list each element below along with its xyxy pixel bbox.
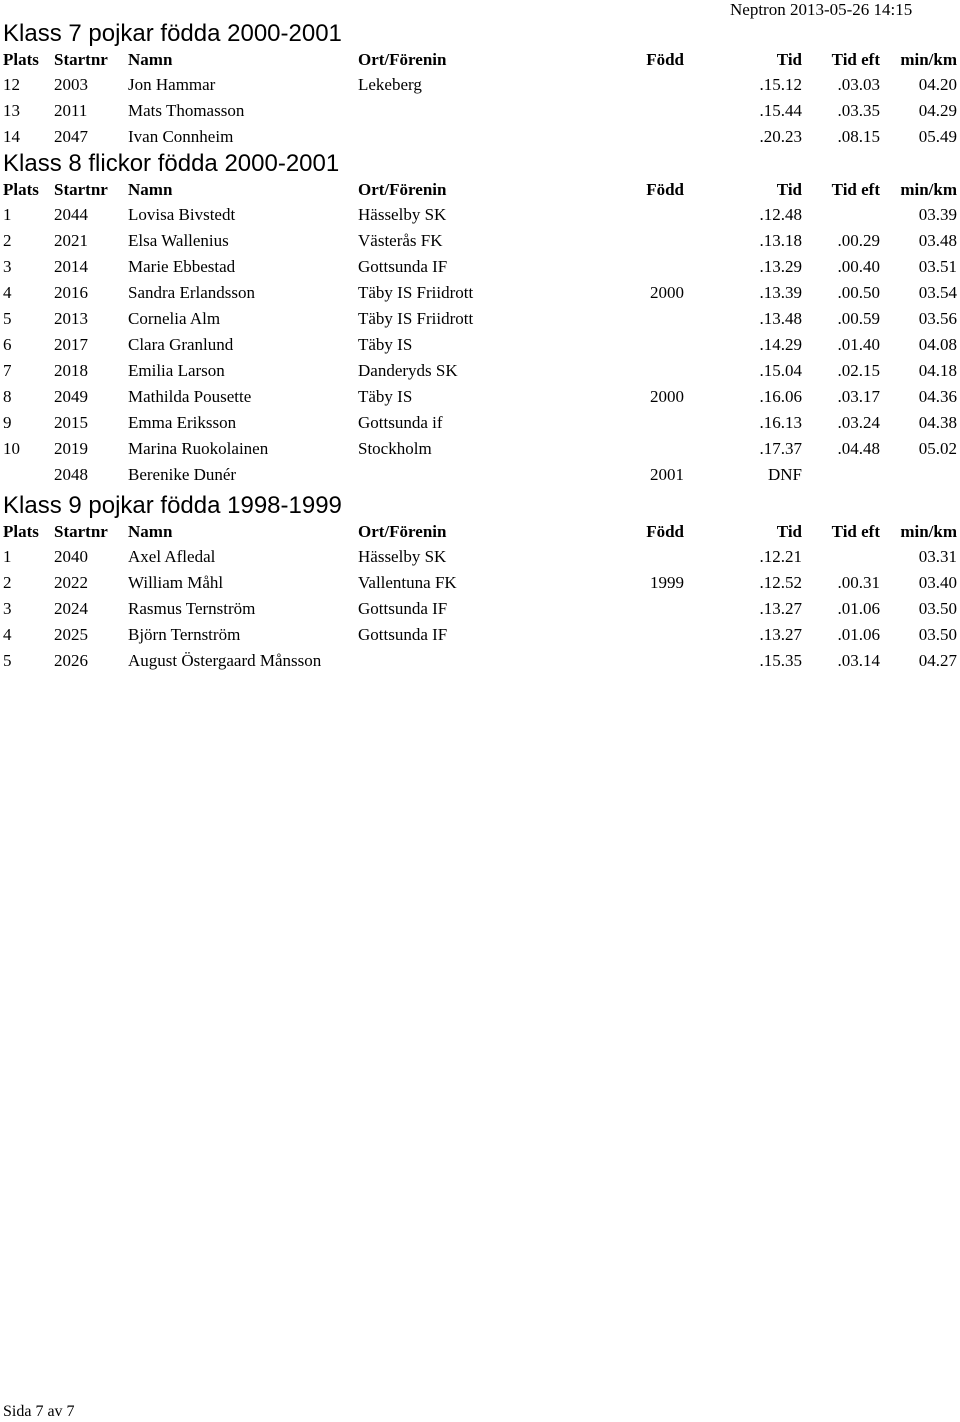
- cell-tid: .12.48: [759, 205, 802, 224]
- cell-startnr: 2047: [54, 127, 88, 146]
- cell-ort: Västerås FK: [358, 231, 443, 250]
- table-row: [0, 410, 960, 436]
- cell-tid: .15.12: [759, 75, 802, 94]
- cell-fodd: 2001: [650, 465, 684, 484]
- cell-tid-eft: .02.15: [837, 361, 880, 380]
- col-tid: Tid: [776, 50, 802, 69]
- table-row: [0, 332, 960, 358]
- cell-tid-eft: .00.59: [837, 309, 880, 328]
- cell-tid-eft: .01.06: [837, 599, 880, 618]
- cell-tid-eft: .00.29: [837, 231, 880, 250]
- cell-tid: .15.35: [759, 651, 802, 670]
- cell-tid-eft: .00.50: [837, 283, 880, 302]
- cell-plats: 3: [3, 257, 12, 276]
- cell-fodd: 2000: [650, 387, 684, 406]
- cell-startnr: 2040: [54, 547, 88, 566]
- cell-namn: Lovisa Bivstedt: [128, 205, 236, 224]
- cell-namn: August Östergaard Månsson: [128, 651, 322, 670]
- col-namn: Namn: [128, 180, 173, 199]
- cell-startnr: 2026: [54, 651, 88, 670]
- cell-startnr: 2022: [54, 573, 88, 592]
- col-min-km: min/km: [900, 522, 957, 541]
- results-section: [0, 150, 960, 488]
- cell-startnr: 2013: [54, 309, 88, 328]
- table-row: [0, 124, 960, 150]
- cell-min-km: 04.27: [918, 651, 957, 670]
- cell-startnr: 2003: [54, 75, 88, 94]
- cell-startnr: 2011: [54, 101, 88, 120]
- cell-tid: .20.23: [759, 127, 802, 146]
- table-row: [0, 570, 960, 596]
- section-title: Klass 7 pojkar födda 2000-2001: [3, 20, 342, 47]
- cell-min-km: 03.50: [918, 599, 957, 618]
- section-title: Klass 8 flickor födda 2000-2001: [3, 150, 340, 177]
- cell-plats: 2: [3, 231, 12, 250]
- cell-min-km: 04.38: [918, 413, 957, 432]
- cell-tid: .12.52: [759, 573, 802, 592]
- cell-tid-eft: .01.06: [837, 625, 880, 644]
- cell-namn: Emma Eriksson: [128, 413, 237, 432]
- cell-tid-eft: .03.03: [837, 75, 880, 94]
- cell-plats: 6: [3, 335, 12, 354]
- col-startnr: Startnr: [54, 522, 108, 541]
- cell-namn: Emilia Larson: [128, 361, 225, 380]
- col-plats: Plats: [3, 522, 39, 541]
- cell-tid: .15.44: [759, 101, 802, 120]
- cell-plats: 4: [3, 283, 12, 302]
- cell-plats: 8: [3, 387, 12, 406]
- cell-min-km: 03.40: [918, 573, 957, 592]
- cell-namn: Rasmus Ternström: [128, 599, 256, 618]
- cell-min-km: 05.49: [918, 127, 957, 146]
- col-startnr: Startnr: [54, 50, 108, 69]
- cell-startnr: 2016: [54, 283, 88, 302]
- cell-fodd: 1999: [650, 573, 684, 592]
- col-fodd: Född: [646, 50, 684, 69]
- table-row: [0, 306, 960, 332]
- cell-tid: .13.48: [759, 309, 802, 328]
- table-row: [0, 228, 960, 254]
- cell-fodd: 2000: [650, 283, 684, 302]
- cell-plats: 12: [3, 75, 20, 94]
- table-row: [0, 254, 960, 280]
- cell-namn: Marina Ruokolainen: [128, 439, 269, 458]
- table-row: [0, 544, 960, 570]
- cell-plats: 13: [3, 101, 20, 120]
- cell-ort: Vallentuna FK: [358, 573, 457, 592]
- col-tid-eft: Tid eft: [831, 50, 880, 69]
- table-row: [0, 202, 960, 228]
- cell-min-km: 03.31: [918, 547, 957, 566]
- cell-startnr: 2025: [54, 625, 88, 644]
- table-row: [0, 462, 960, 488]
- cell-min-km: 04.36: [918, 387, 957, 406]
- cell-plats: 10: [3, 439, 20, 458]
- cell-ort: Hässelby SK: [358, 205, 447, 224]
- cell-plats: 2: [3, 573, 12, 592]
- cell-namn: Mathilda Pousette: [128, 387, 252, 406]
- cell-min-km: 03.51: [918, 257, 957, 276]
- cell-tid: .15.04: [759, 361, 802, 380]
- cell-plats: 14: [3, 127, 20, 146]
- cell-ort: Gottsunda IF: [358, 599, 448, 618]
- cell-tid: .13.18: [759, 231, 802, 250]
- cell-tid: .14.29: [759, 335, 802, 354]
- cell-tid: .13.27: [759, 625, 802, 644]
- cell-plats: 1: [3, 205, 12, 224]
- cell-namn: Ivan Connheim: [128, 127, 234, 146]
- cell-min-km: 03.54: [918, 283, 957, 302]
- cell-ort: Täby IS Friidrott: [358, 309, 474, 328]
- cell-tid-eft: .01.40: [837, 335, 880, 354]
- results-table: [0, 202, 960, 488]
- cell-ort: Gottsunda IF: [358, 625, 448, 644]
- cell-namn: Clara Granlund: [128, 335, 234, 354]
- cell-plats: 7: [3, 361, 12, 380]
- results-section: [0, 20, 960, 150]
- results-table: [0, 72, 960, 150]
- cell-namn: Mats Thomasson: [128, 101, 245, 120]
- col-min-km: min/km: [900, 180, 957, 199]
- cell-plats: 5: [3, 309, 12, 328]
- page-number: Sida 7 av 7: [3, 1403, 75, 1420]
- cell-min-km: 04.18: [918, 361, 957, 380]
- cell-min-km: 03.48: [918, 231, 957, 250]
- cell-tid: .12.21: [759, 547, 802, 566]
- cell-startnr: 2044: [54, 205, 88, 224]
- cell-min-km: 04.08: [918, 335, 957, 354]
- col-ort: Ort/Förenin: [358, 50, 447, 69]
- cell-namn: Sandra Erlandsson: [128, 283, 256, 302]
- cell-ort: Täby IS: [358, 335, 413, 354]
- column-header-row: [0, 178, 960, 202]
- cell-tid-eft: .03.17: [837, 387, 880, 406]
- cell-tid-eft: .03.14: [837, 651, 880, 670]
- cell-tid-eft: .03.35: [837, 101, 880, 120]
- cell-tid-eft: .08.15: [837, 127, 880, 146]
- cell-plats: 5: [3, 651, 12, 670]
- col-namn: Namn: [128, 50, 173, 69]
- cell-min-km: 03.56: [918, 309, 957, 328]
- cell-ort: Stockholm: [358, 439, 432, 458]
- cell-ort: Lekeberg: [358, 75, 422, 94]
- cell-min-km: 03.39: [918, 205, 957, 224]
- cell-tid: .13.27: [759, 599, 802, 618]
- cell-namn: Cornelia Alm: [128, 309, 221, 328]
- cell-namn: Elsa Wallenius: [128, 231, 229, 250]
- cell-namn: Björn Ternström: [128, 625, 241, 644]
- cell-tid-eft: .03.24: [837, 413, 880, 432]
- cell-plats: 3: [3, 599, 12, 618]
- column-header-row: [0, 520, 960, 544]
- table-row: [0, 72, 960, 98]
- cell-tid-eft: .04.48: [837, 439, 880, 458]
- cell-tid: .13.29: [759, 257, 802, 276]
- table-row: [0, 596, 960, 622]
- col-tid: Tid: [776, 180, 802, 199]
- cell-tid: .13.39: [759, 283, 802, 302]
- cell-startnr: 2015: [54, 413, 88, 432]
- cell-tid: .16.13: [759, 413, 802, 432]
- cell-ort: Danderyds SK: [358, 361, 458, 380]
- table-row: [0, 436, 960, 462]
- cell-min-km: 03.50: [918, 625, 957, 644]
- col-min-km: min/km: [900, 50, 957, 69]
- col-tid-eft: Tid eft: [831, 180, 880, 199]
- col-fodd: Född: [646, 180, 684, 199]
- cell-ort: Gottsunda if: [358, 413, 443, 432]
- section-title: Klass 9 pojkar födda 1998-1999: [3, 492, 342, 519]
- cell-min-km: 05.02: [918, 439, 957, 458]
- col-ort: Ort/Förenin: [358, 522, 447, 541]
- cell-namn: Berenike Dunér: [128, 465, 237, 484]
- cell-tid: .17.37: [759, 439, 802, 458]
- cell-plats: 4: [3, 625, 12, 644]
- cell-startnr: 2019: [54, 439, 88, 458]
- results-table: [0, 544, 960, 674]
- cell-startnr: 2018: [54, 361, 88, 380]
- table-row: [0, 98, 960, 124]
- cell-ort: Hässelby SK: [358, 547, 447, 566]
- cell-min-km: 04.29: [918, 101, 957, 120]
- cell-ort: Gottsunda IF: [358, 257, 448, 276]
- cell-ort: Täby IS Friidrott: [358, 283, 474, 302]
- cell-min-km: 04.20: [918, 75, 957, 94]
- cell-tid-eft: .00.31: [837, 573, 880, 592]
- col-fodd: Född: [646, 522, 684, 541]
- col-plats: Plats: [3, 180, 39, 199]
- col-tid-eft: Tid eft: [831, 522, 880, 541]
- cell-startnr: 2014: [54, 257, 88, 276]
- table-row: [0, 384, 960, 410]
- cell-namn: Jon Hammar: [128, 75, 216, 94]
- report-meta: Neptron 2013-05-26 14:15: [730, 0, 913, 19]
- cell-namn: Marie Ebbestad: [128, 257, 236, 276]
- cell-startnr: 2048: [54, 465, 88, 484]
- table-row: [0, 622, 960, 648]
- col-tid: Tid: [776, 522, 802, 541]
- column-header-row: [0, 48, 960, 72]
- table-row: [0, 648, 960, 674]
- cell-startnr: 2049: [54, 387, 88, 406]
- results-section: [0, 492, 960, 674]
- cell-plats: 1: [3, 547, 12, 566]
- table-row: [0, 280, 960, 306]
- cell-startnr: 2021: [54, 231, 88, 250]
- col-startnr: Startnr: [54, 180, 108, 199]
- col-namn: Namn: [128, 522, 173, 541]
- cell-startnr: 2024: [54, 599, 88, 618]
- cell-namn: Axel Afledal: [128, 547, 216, 566]
- cell-plats: 9: [3, 413, 12, 432]
- cell-tid-eft: .00.40: [837, 257, 880, 276]
- table-row: [0, 358, 960, 384]
- cell-tid: .16.06: [759, 387, 802, 406]
- col-plats: Plats: [3, 50, 39, 69]
- cell-namn: William Måhl: [128, 573, 224, 592]
- cell-tid: DNF: [767, 465, 802, 484]
- col-ort: Ort/Förenin: [358, 180, 447, 199]
- cell-startnr: 2017: [54, 335, 88, 354]
- cell-ort: Täby IS: [358, 387, 413, 406]
